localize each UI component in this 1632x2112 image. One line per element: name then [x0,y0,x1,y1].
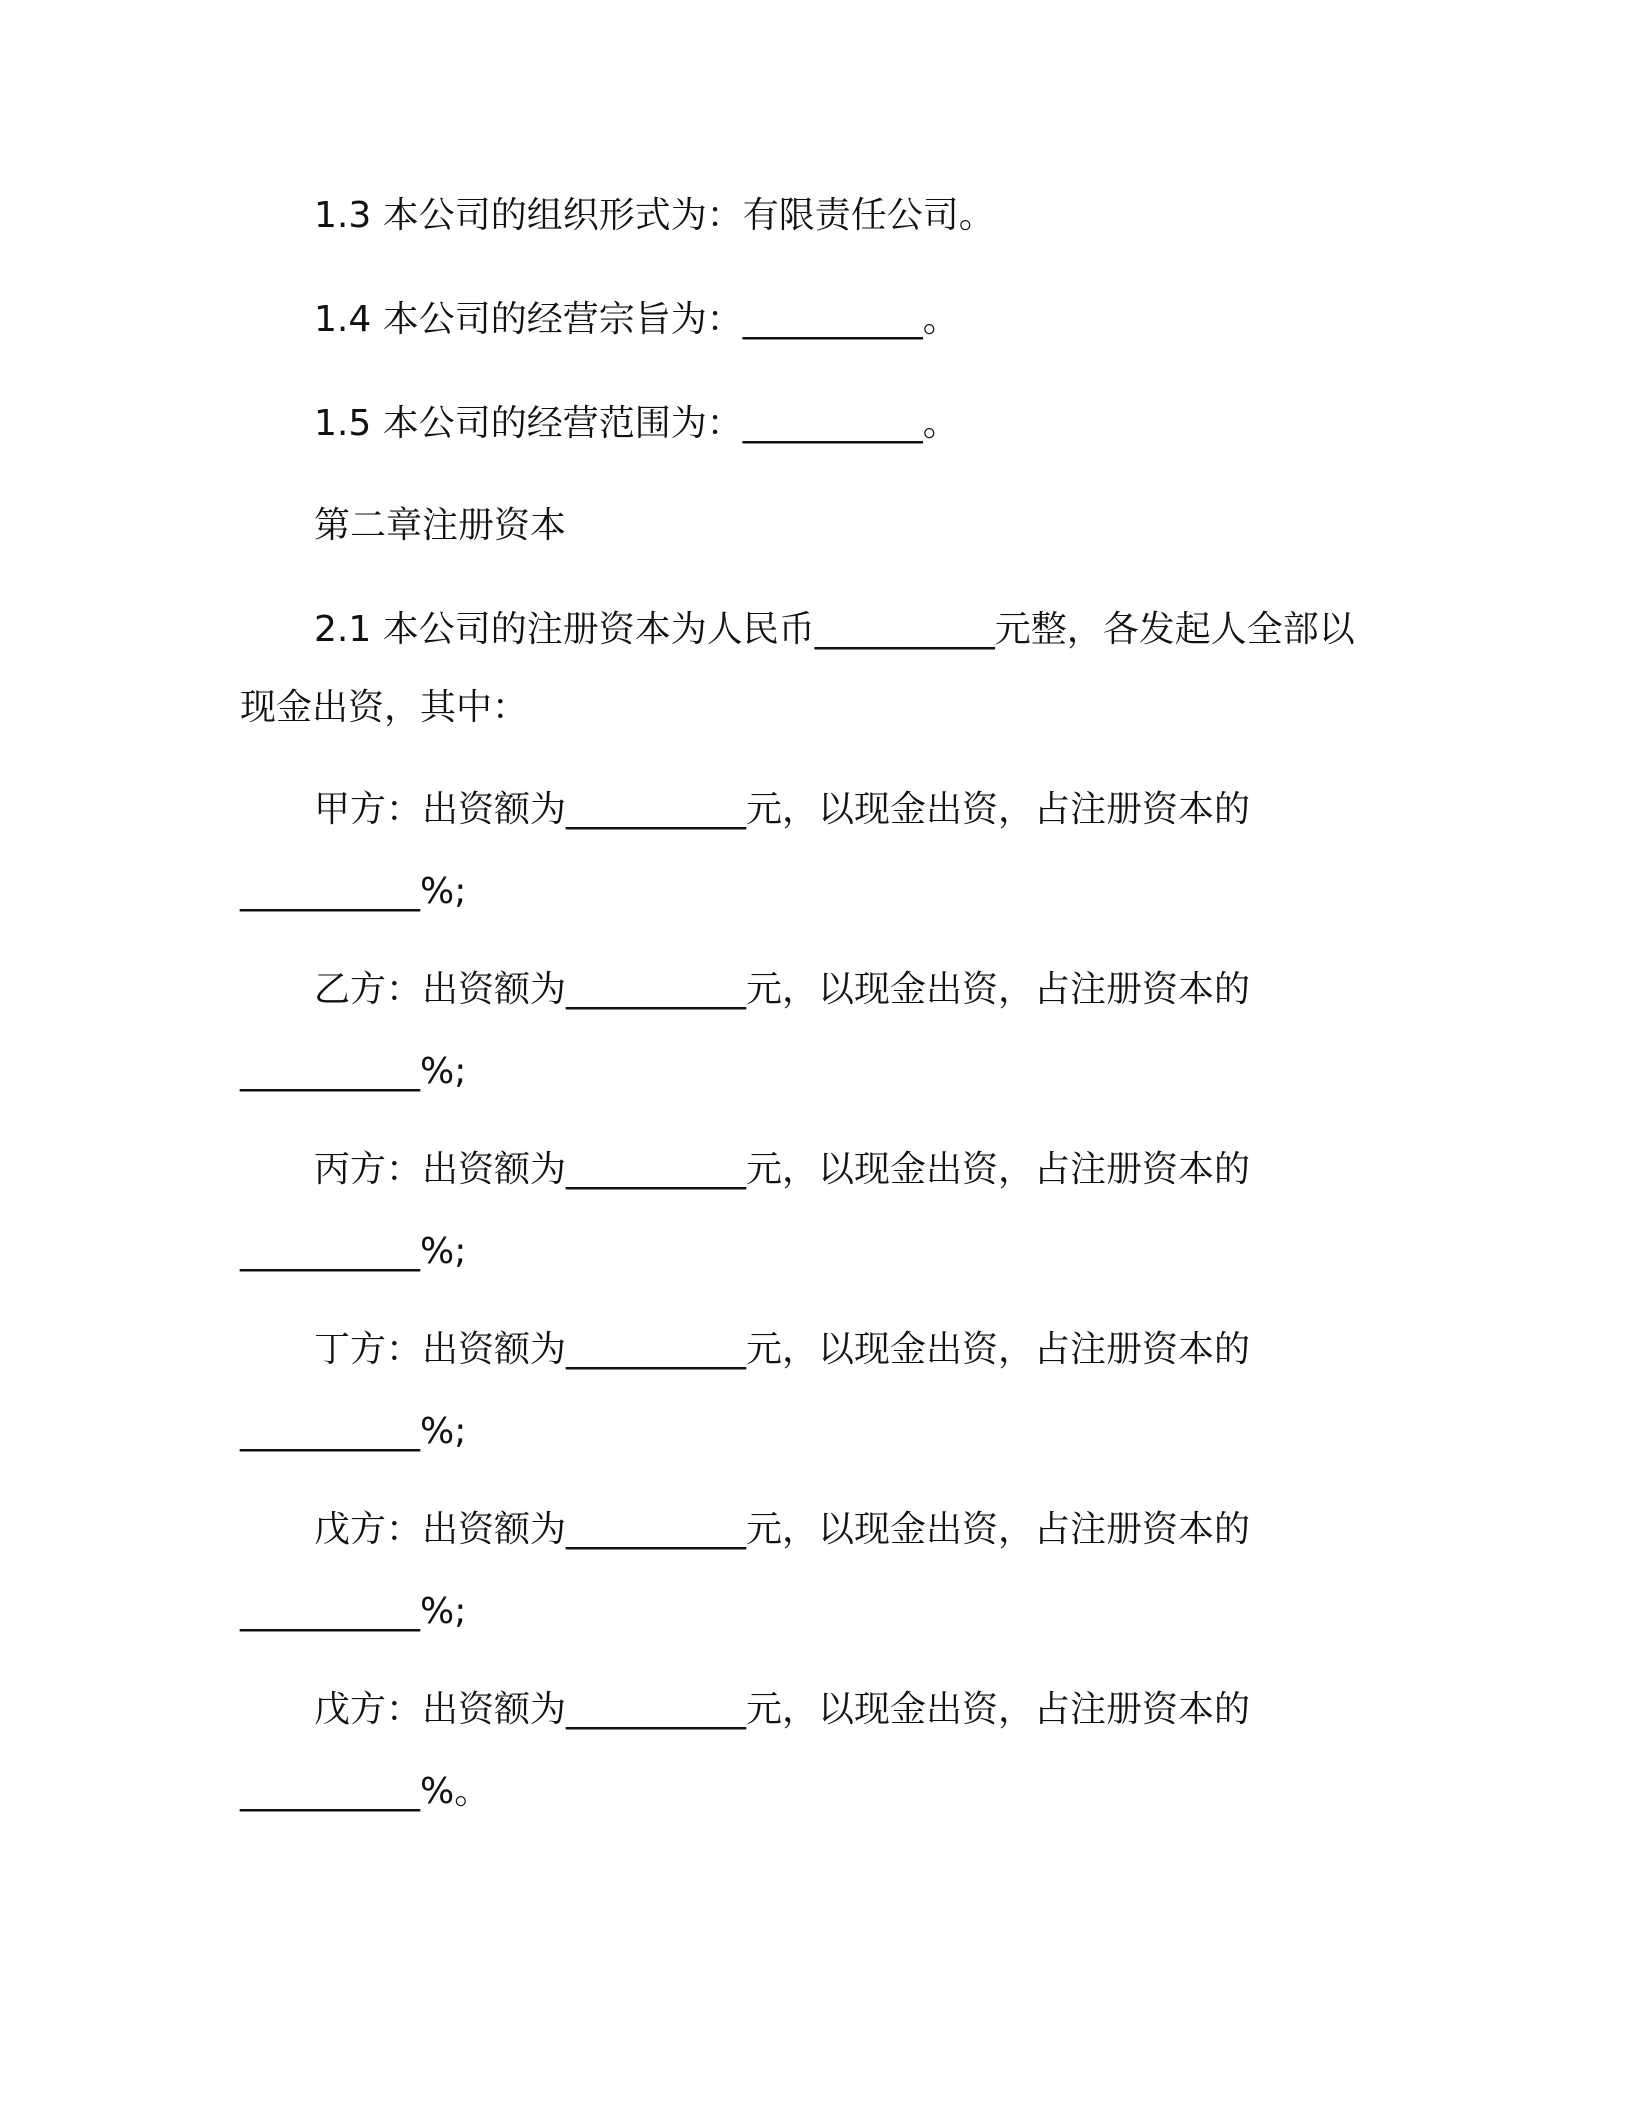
chapter-2-heading: 第二章注册资本 [314,505,567,546]
party-e-repeat-line-2: __________%。 [240,1771,491,1812]
party-e-line-1: 戊方：出资额为__________元，以现金出资，占注册资本的 [314,1509,1251,1550]
party-d-line-1: 丁方：出资额为__________元，以现金出资，占注册资本的 [314,1329,1251,1370]
party-e-line-2: __________%; [240,1591,467,1632]
party-b-line-1: 乙方：出资额为__________元，以现金出资，占注册资本的 [314,969,1251,1010]
clause-2-1-line-1: 2.1 本公司的注册资本为人民币__________元整，各发起人全部以 [314,609,1355,650]
clause-1-5: 1.5 本公司的经营范围为：__________。 [314,403,959,444]
clause-1-3: 1.3 本公司的组织形式为：有限责任公司。 [314,195,995,236]
party-d-line-2: __________%; [240,1411,467,1452]
party-b-line-2: __________%; [240,1051,467,1092]
party-e-repeat-line-1: 戊方：出资额为__________元，以现金出资，占注册资本的 [314,1689,1251,1730]
clause-1-4: 1.4 本公司的经营宗旨为：__________。 [314,299,959,340]
clause-2-1-line-2: 现金出资，其中： [240,687,529,728]
party-c-line-2: __________%; [240,1231,467,1272]
party-a-line-1: 甲方：出资额为__________元，以现金出资，占注册资本的 [314,789,1251,830]
party-c-line-1: 丙方：出资额为__________元，以现金出资，占注册资本的 [314,1149,1251,1190]
party-a-line-2: __________%; [240,871,467,912]
